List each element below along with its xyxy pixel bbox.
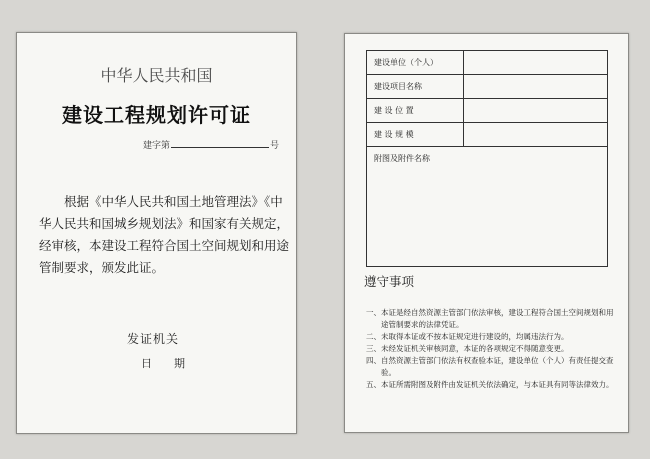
row-value: [464, 51, 608, 75]
rule-text: 自然资源主管部门依法有权查验本证，建设单位（个人）有责任提交查验。: [381, 356, 614, 377]
permit-title: 建设工程规划许可证: [62, 103, 251, 127]
permit-number-line: [143, 138, 279, 151]
rule-text: 未经发证机关审核同意，本证的各项规定不得随意变更。: [381, 344, 569, 353]
number-blank: [171, 139, 269, 148]
attachment-row: [367, 147, 608, 267]
list-item: [366, 355, 616, 379]
row-label: 建 设 位 置: [367, 99, 464, 123]
date-char-1: 日: [141, 357, 152, 370]
table-row: [367, 99, 608, 123]
rule-text: 本证所需附图及附件由发证机关依法确定，与本证具有同等法律效力。: [381, 380, 614, 389]
row-value: [464, 99, 608, 123]
row-label: 建 设 规 模: [367, 123, 464, 147]
country-header: 中华人民共和国: [100, 66, 213, 85]
notice-rules: [366, 307, 616, 391]
table-row: [367, 51, 608, 75]
permit-cover-page: [16, 32, 297, 434]
rule-text: 未取得本证或不按本证规定进行建设的，均属违法行为。: [381, 332, 569, 341]
date-label: [141, 355, 185, 371]
table-row: [367, 123, 608, 147]
list-item: [366, 379, 616, 391]
rule-number: 二、: [366, 332, 381, 341]
row-label: 建设单位（个人）: [367, 51, 464, 75]
permit-body-text: [39, 191, 291, 279]
rule-number: 一、: [366, 308, 381, 317]
project-info-table: [366, 50, 608, 267]
issuer-label: 发证机关: [127, 332, 180, 346]
list-item: [366, 331, 616, 343]
rule-number: 五、: [366, 380, 381, 389]
body-paragraph: 根据《中华人民共和国土地管理法》《中华人民共和国城乡规划法》和国家有关规定，经审核，本建设工程符合国土空间规划和用途管制要求，颁发此证。: [39, 194, 290, 275]
row-value: [464, 75, 608, 99]
list-item: [366, 343, 616, 355]
table-row: [367, 75, 608, 99]
number-suffix: 号: [270, 141, 280, 151]
attachment-label: 附图及附件名称: [367, 147, 608, 267]
number-prefix: 建字第: [143, 141, 171, 151]
row-value: [464, 123, 608, 147]
permit-details-page: [344, 33, 629, 433]
list-item: [366, 307, 616, 331]
row-label: 建设项目名称: [367, 75, 464, 99]
rule-text: 本证是经自然资源主管部门依法审核，建设工程符合国土空间规划和用途管制要求的法律凭证。: [381, 308, 614, 329]
rule-number: 三、: [366, 344, 381, 353]
notice-heading: 遵守事项: [364, 274, 415, 289]
date-char-2: 期: [174, 357, 185, 370]
rule-number: 四、: [366, 356, 381, 365]
